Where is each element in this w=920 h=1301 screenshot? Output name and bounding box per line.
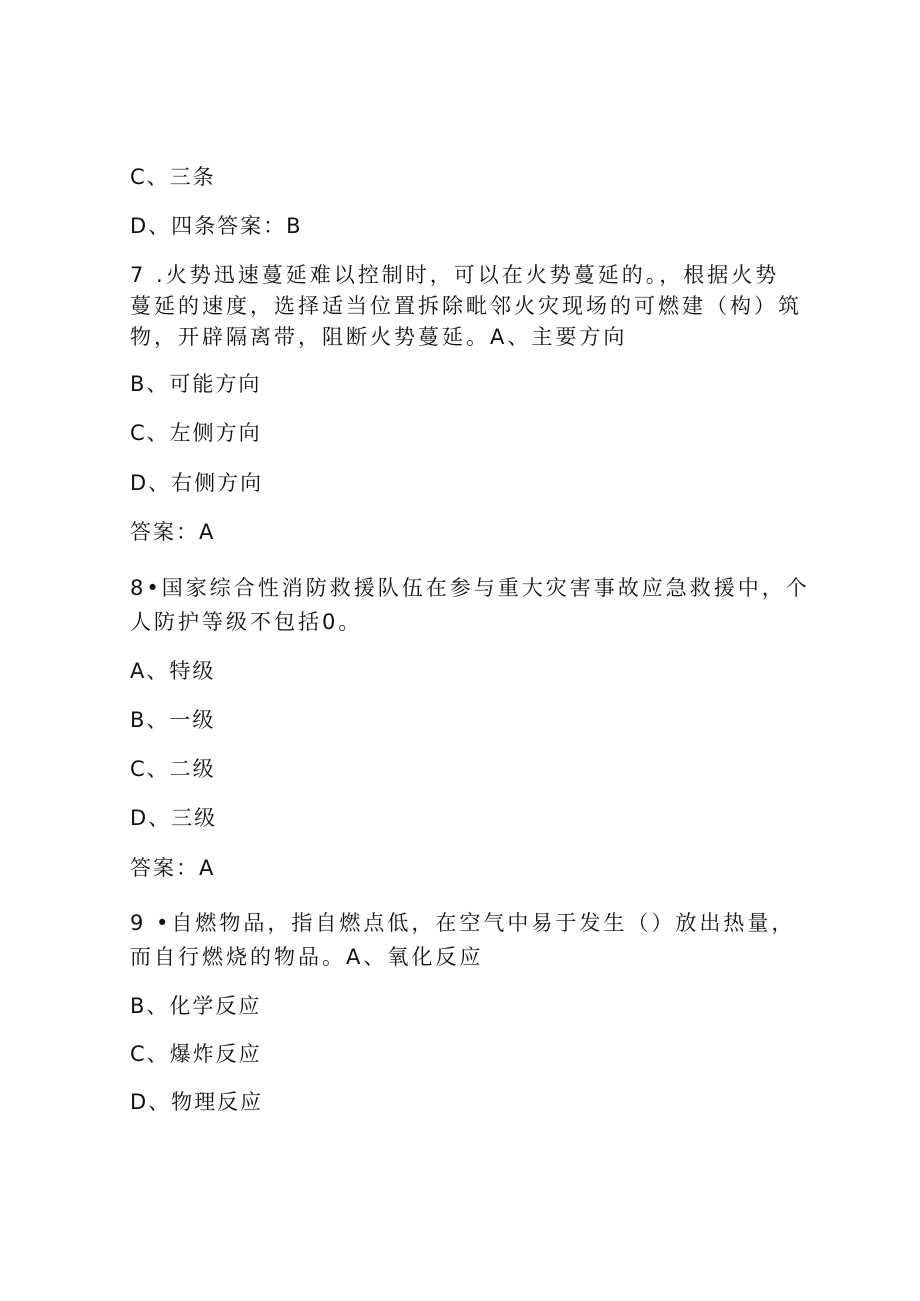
question-8-line-2: 人防护等级不包括0。: [130, 610, 363, 634]
option-d-q9: D、物理反应: [130, 1090, 264, 1114]
answer-q7: 答案：A: [130, 520, 216, 544]
question-7-line-2: 蔓延的速度，选择适当位置拆除毗邻火灾现场的可燃建（构）筑: [130, 294, 802, 318]
option-d-q8: D、三级: [130, 806, 218, 830]
option-a-q8: A、特级: [130, 659, 216, 683]
question-9-line-2: 而自行燃烧的物品。A、氧化反应: [130, 945, 484, 969]
option-d-answer-q6: D、四条答案：B: [130, 214, 303, 238]
option-c-q8: C、二级: [130, 757, 216, 781]
option-c-q6: C、三条: [130, 165, 216, 189]
question-9-line-1: 9 •自燃物品，指自燃点低，在空气中易于发生（）放出热量，: [130, 911, 796, 935]
answer-q8: 答案：A: [130, 856, 216, 880]
option-c-q9: C、爆炸反应: [130, 1042, 262, 1066]
question-8-line-1: 8•国家综合性消防救援队伍在参与重大灾害事故应急救援中，个: [130, 576, 810, 600]
option-b-q8: B、一级: [130, 708, 216, 732]
option-c-q7: C、左侧方向: [130, 421, 262, 445]
option-b-q7: B、可能方向: [130, 372, 262, 396]
question-7-line-1: 7 .火势迅速蔓延难以控制时，可以在火势蔓延的。，根据火势: [130, 263, 780, 287]
question-7-line-3: 物，开辟隔离带，阻断火势蔓延。A、主要方向: [130, 325, 628, 349]
option-d-q7: D、右侧方向: [130, 471, 264, 495]
option-b-q9: B、化学反应: [130, 994, 262, 1018]
